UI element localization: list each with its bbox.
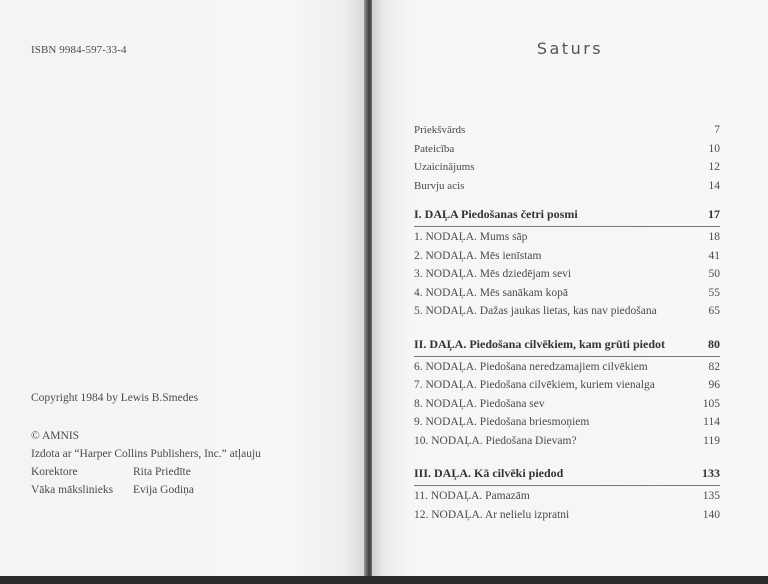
toc-entry	[414, 161, 720, 177]
toc-page-number: 7	[714, 124, 720, 136]
toc-entry-title: 7. NODAĻA. Piedošana cilvēkiem, kuriem vienalga	[414, 379, 655, 391]
toc-entry-title: 12. NODAĻA. Ar nelielu izpratni	[414, 508, 570, 521]
toc-entry-title: 2. NODAĻA. Mēs ienīstam	[414, 249, 542, 262]
toc-entry	[414, 398, 720, 414]
toc-entry-title: 11. NODAĻA. Pamazām	[414, 490, 530, 502]
toc-entry-title: Burvju acis	[414, 179, 465, 192]
toc-entry-title: II. DAĻA. Piedošana cilvēkiem, kam grūti piedot	[414, 336, 666, 351]
copyright: Copyright 1984 by Lewis B.Smedes	[31, 392, 199, 404]
toc-page-number: 114	[703, 416, 720, 428]
toc-page-number: 55	[708, 286, 720, 299]
toc-entry-title: 9. NODAĻA. Piedošana briesmoņiem	[414, 416, 590, 428]
left-page	[0, 0, 366, 578]
toc-page-number: 80	[708, 336, 720, 351]
publisher: © AMNIS	[31, 430, 80, 442]
toc-entry	[414, 416, 720, 432]
right-page	[372, 0, 768, 578]
credit-name: Evija Godiņa	[133, 484, 194, 496]
toc-entry	[414, 361, 720, 377]
toc-entry-title: Pateicība	[414, 142, 455, 155]
credit-role: Vāka mākslinieks	[31, 484, 114, 496]
toc-entry	[414, 180, 720, 196]
toc-entry	[414, 509, 720, 525]
license-note: Izdota ar “Harper Collins Publishers, Inc.” atļauju	[31, 448, 261, 460]
toc-entry-title: 8. NODAĻA. Piedošana sev	[414, 397, 545, 410]
toc-page-number: 105	[702, 397, 720, 410]
page-title: Saturs	[536, 39, 604, 58]
credit-role: Korektore	[31, 466, 78, 478]
toc-entry-title: Uzaicinājums	[414, 161, 475, 173]
toc-entry-title: I. DAĻA Piedošanas četri posmi	[414, 207, 578, 221]
toc-page-number: 96	[708, 379, 720, 391]
toc-entry	[414, 124, 720, 140]
toc-page-number: 50	[708, 268, 720, 280]
toc-entry	[414, 287, 720, 303]
toc-entry-title: 6. NODAĻA. Piedošana neredzamajiem cilvēkiem	[414, 360, 648, 373]
toc-entry	[414, 268, 720, 284]
toc-page-number: 133	[702, 466, 720, 480]
credit-name: Rita Priedīte	[133, 466, 191, 478]
toc-entry	[414, 305, 720, 321]
toc-entry	[414, 379, 720, 395]
toc-entry	[414, 250, 720, 266]
toc-page-number: 41	[708, 249, 720, 262]
toc-entry	[414, 435, 720, 451]
isbn: ISBN 9984-597-33-4	[31, 44, 127, 56]
bottom-edge	[0, 576, 768, 584]
toc-page-number: 82	[708, 360, 720, 373]
toc-page-number: 135	[702, 490, 720, 502]
toc-part-heading	[414, 466, 720, 482]
toc-page-number: 12	[708, 161, 720, 173]
toc-entry-title: 10. NODAĻA. Piedošana Dievam?	[414, 434, 577, 447]
toc-page-number: 17	[708, 207, 720, 221]
toc-page-number: 10	[708, 142, 720, 155]
toc-page-number: 65	[708, 305, 720, 317]
toc-page-number: 140	[702, 508, 720, 521]
toc-part-heading	[414, 207, 720, 223]
toc-entry-title: 4. NODAĻA. Mēs sanākam kopā	[414, 286, 568, 299]
toc-page-number: 18	[708, 231, 720, 243]
toc-entry-title: III. DAĻA. Kā cilvēki piedod	[414, 466, 564, 480]
toc-entry	[414, 231, 720, 247]
toc-entry-title: 3. NODAĻA. Mēs dziedējam sevi	[414, 268, 572, 280]
toc-entry-title: 5. NODAĻA. Dažas jaukas lietas, kas nav piedošana	[414, 305, 657, 317]
toc-entry	[414, 490, 720, 506]
toc-page-number: 14	[708, 179, 720, 192]
toc-entry	[414, 143, 720, 159]
toc-entry-title: 1. NODAĻA. Mums sāp	[414, 231, 528, 243]
toc-part-heading	[414, 337, 720, 353]
toc-entry-title: Priekšvārds	[414, 124, 466, 136]
toc-page-number: 119	[703, 434, 720, 447]
